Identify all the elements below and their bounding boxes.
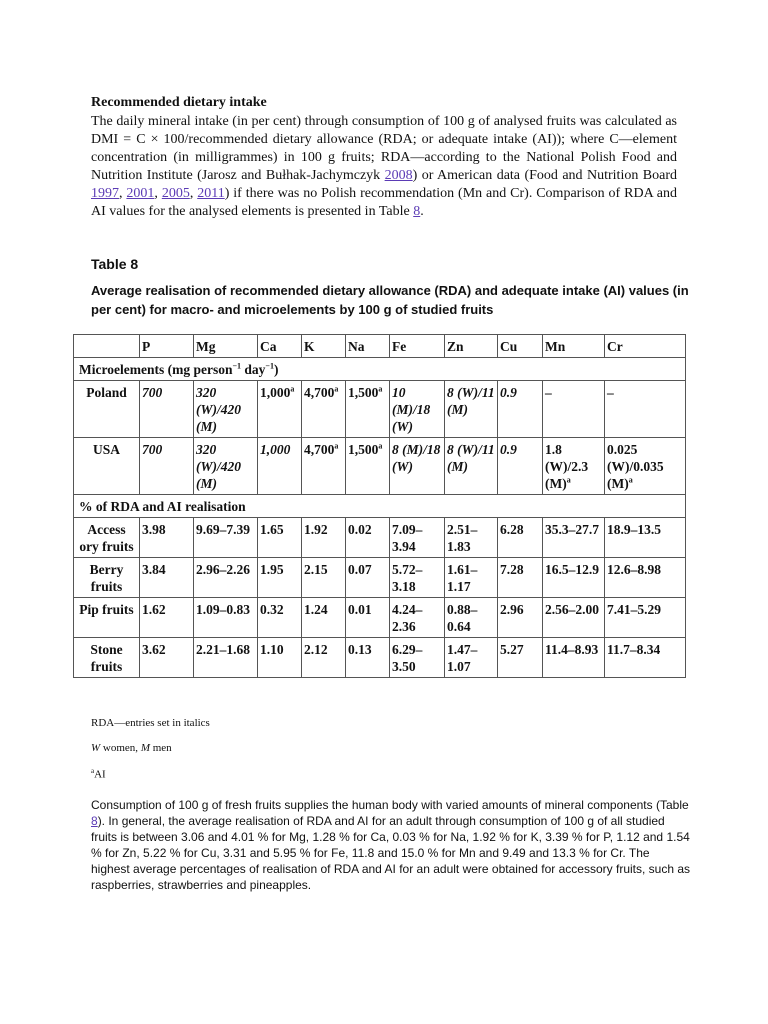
table-cell: 5.27 <box>498 638 543 678</box>
footnote-rda: RDA—entries set in italics <box>91 717 210 729</box>
intro-text: ) if there was no Polish recommendation (Mn and Cr). Comparison of RDA and AI values for the analysed elements is presented in Table <box>91 186 678 219</box>
cell-value: 1,500 <box>348 442 379 457</box>
column-header-ca: Ca <box>258 335 302 358</box>
table-row <box>74 381 686 438</box>
rda-table <box>73 334 686 678</box>
cell-value: 1,500 <box>348 385 379 400</box>
table-row <box>74 638 686 678</box>
table-8-link[interactable]: 8 <box>91 814 98 828</box>
section-heading: Recommended dietary intake <box>91 95 267 110</box>
cell-value: 1,000 <box>260 385 291 400</box>
dietary-intake-section <box>91 94 677 221</box>
table-cell: 35.3–27.7 <box>543 518 605 558</box>
table-cell <box>498 438 543 495</box>
closing-text: Consumption of 100 g of fresh fruits supplies the human body with varied amounts of mineral components (Table <box>91 798 689 812</box>
column-header-k: K <box>302 335 346 358</box>
table-cell: 2.15 <box>302 558 346 598</box>
footnote-ai-marker: a <box>91 767 95 775</box>
section-label-microelements <box>74 358 686 381</box>
table-cell: 1.65 <box>258 518 302 558</box>
table-cell: 2.56–2.00 <box>543 598 605 638</box>
table-cell: 1.47–1.07 <box>445 638 498 678</box>
ref-link-2001[interactable]: 2001 <box>126 186 155 201</box>
table-body <box>74 335 686 678</box>
table-cell: 11.7–8.34 <box>605 638 686 678</box>
table-header-row <box>74 335 686 358</box>
table-cell <box>258 381 302 438</box>
row-label: Berry fruits <box>74 558 140 598</box>
column-header-fe: Fe <box>390 335 445 358</box>
table-cell <box>543 381 605 438</box>
footnote-ai <box>91 767 106 781</box>
intro-text: , <box>119 186 127 201</box>
table-cell: 0.01 <box>346 598 390 638</box>
cell-value: 4,700 <box>304 385 335 400</box>
cell-value: 8 (W)/11 (M) <box>447 385 495 417</box>
footnote-sex <box>91 742 172 754</box>
cell-value: 320 (W)/420 (M) <box>196 385 241 434</box>
table-cell: 0.32 <box>258 598 302 638</box>
table-caption: Average realisation of recommended dietary allowance (RDA) and adequate intake (AI) values (in per cent) for macro- and microelements by 100 g of studied fruits <box>91 283 689 317</box>
intro-paragraph <box>91 113 677 221</box>
cell-value: 8 (M)/18 (W) <box>392 442 441 474</box>
cell-value: 4,700 <box>304 442 335 457</box>
section-label-text: day <box>241 362 266 377</box>
cell-value: 0.025 (W)/0.035 (M) <box>607 442 664 491</box>
table-row <box>74 598 686 638</box>
table-cell <box>302 438 346 495</box>
footnote-m: M <box>140 742 150 754</box>
table-row <box>74 438 686 495</box>
table-row <box>74 558 686 598</box>
table-cell: 1.62 <box>140 598 194 638</box>
table-cell: 16.5–12.9 <box>543 558 605 598</box>
table-cell <box>140 438 194 495</box>
table-cell <box>445 438 498 495</box>
section-row-realisation <box>74 495 686 518</box>
cell-value: – <box>545 385 552 400</box>
table-cell <box>445 381 498 438</box>
cell-value: – <box>607 385 614 400</box>
ai-marker: a <box>566 475 571 485</box>
cell-value: 1,000 <box>260 442 291 457</box>
table-cell: 11.4–8.93 <box>543 638 605 678</box>
table-cell: 0.07 <box>346 558 390 598</box>
column-header-p: P <box>140 335 194 358</box>
table-cell: 0.88–0.64 <box>445 598 498 638</box>
cell-value: 8 (W)/11 (M) <box>447 442 495 474</box>
table-cell: 6.29–3.50 <box>390 638 445 678</box>
table-cell <box>605 438 686 495</box>
row-label: Stone fruits <box>74 638 140 678</box>
column-header-zn: Zn <box>445 335 498 358</box>
ref-link-2011[interactable]: 2011 <box>197 186 225 201</box>
cell-value: 700 <box>142 385 163 400</box>
table-cell <box>390 381 445 438</box>
column-header-na: Na <box>346 335 390 358</box>
table-cell: 1.95 <box>258 558 302 598</box>
section-label-exponent: −1 <box>232 361 242 371</box>
table-cell: 9.69–7.39 <box>194 518 258 558</box>
ref-link-1997[interactable]: 1997 <box>91 186 119 201</box>
row-label: Access ory fruits <box>74 518 140 558</box>
closing-text: ). In general, the average realisation of RDA and AI for an adult through consumption of 100 g of all studied fruits is between 3.06 and 4.01 % for Mg, 1.28 % for Ca, 0.03 % for Na, 1.92 % for K, 3.39 % for P, 1.12 and 1.54 % for Zn, 5.22 % for Cu, 3.31 and 5.95 % for Fe, 11.8 and 15.0 % for Mn and 9.49 and 13.3 % for Cr. The highest average percentages of realisation of RDA and AI for an adult were obtained for accessory fruits, such as raspberries, strawberries and pineapples. <box>91 814 691 892</box>
row-label: Poland <box>74 381 140 438</box>
column-header-cu: Cu <box>498 335 543 358</box>
table-cell: 1.24 <box>302 598 346 638</box>
table-8-link[interactable]: 8 <box>413 204 421 219</box>
footnote-m-text: men <box>149 742 172 754</box>
header-corner-cell <box>74 335 140 358</box>
table-cell: 3.62 <box>140 638 194 678</box>
table-row <box>74 518 686 558</box>
column-header-cr: Cr <box>605 335 686 358</box>
section-label-exponent: −1 <box>265 361 274 371</box>
cell-value: 0.9 <box>500 442 517 457</box>
intro-text: , <box>154 186 162 201</box>
table-cell: 7.41–5.29 <box>605 598 686 638</box>
table-cell: 5.72–3.18 <box>390 558 445 598</box>
ai-marker: a <box>290 384 295 394</box>
table-cell: 18.9–13.5 <box>605 518 686 558</box>
table-cell: 1.09–0.83 <box>194 598 258 638</box>
cell-value: 10 (M)/18 (W) <box>392 385 431 434</box>
intro-text: . <box>420 204 424 219</box>
table-cell: 7.09–3.94 <box>390 518 445 558</box>
section-row-microelements <box>74 358 686 381</box>
ai-marker: a <box>334 441 339 451</box>
table-cell: 3.84 <box>140 558 194 598</box>
table-cell: 1.10 <box>258 638 302 678</box>
table-cell <box>605 381 686 438</box>
table-cell: 6.28 <box>498 518 543 558</box>
cell-value: 320 (W)/420 (M) <box>196 442 241 491</box>
table-cell: 4.24–2.36 <box>390 598 445 638</box>
section-label-realisation: % of RDA and AI realisation <box>74 495 686 518</box>
cell-value: 1.8 (W)/2.3 (M) <box>545 442 589 491</box>
table-cell: 3.98 <box>140 518 194 558</box>
section-label-text: ) <box>273 362 279 377</box>
table-cell: 1.61–1.17 <box>445 558 498 598</box>
footnote-w: W <box>91 742 101 754</box>
ref-link-2008[interactable]: 2008 <box>384 168 413 183</box>
column-header-mn: Mn <box>543 335 605 358</box>
closing-paragraph <box>91 797 691 893</box>
cell-value: 700 <box>142 442 163 457</box>
table-cell <box>258 438 302 495</box>
table-cell <box>498 381 543 438</box>
table-cell: 0.02 <box>346 518 390 558</box>
table-cell: 2.96 <box>498 598 543 638</box>
table-cell <box>390 438 445 495</box>
table-cell: 12.6–8.98 <box>605 558 686 598</box>
table-cell <box>194 438 258 495</box>
ai-marker: a <box>378 441 383 451</box>
table-cell: 2.21–1.68 <box>194 638 258 678</box>
table-cell <box>346 381 390 438</box>
table-cell: 7.28 <box>498 558 543 598</box>
table-cell <box>346 438 390 495</box>
table-cell: 2.51–1.83 <box>445 518 498 558</box>
ai-marker: a <box>378 384 383 394</box>
table-cell: 1.92 <box>302 518 346 558</box>
intro-text: The daily mineral intake (in per cent) through consumption of 100 g of analysed fruits was calculated as DMI = C × 100/recommended dietary allowance (RDA; or adequate intake (AI)); where C—element concentration (in milligrammes) in 100 g fruits; RDA—according to the National Polish Food and Nutrition Institute (Jarosz and Bułhak-Jachymczyk <box>91 114 677 183</box>
ai-marker: a <box>334 384 339 394</box>
column-header-mg: Mg <box>194 335 258 358</box>
footnote-ai-text: AI <box>94 768 106 781</box>
table-cell <box>302 381 346 438</box>
table-cell: 2.96–2.26 <box>194 558 258 598</box>
table-cell <box>194 381 258 438</box>
footnote-w-text: women, <box>100 742 141 754</box>
table-cell <box>543 438 605 495</box>
ref-link-2005[interactable]: 2005 <box>161 186 190 201</box>
row-label: Pip fruits <box>74 598 140 638</box>
row-label: USA <box>74 438 140 495</box>
cell-value: 0.9 <box>500 385 517 400</box>
table-cell <box>140 381 194 438</box>
intro-text: ) or American data (Food and Nutrition Board <box>412 168 677 183</box>
ai-marker: a <box>628 475 633 485</box>
section-label-text: Microelements (mg person <box>79 362 233 377</box>
intro-text: , <box>189 186 198 201</box>
table-cell: 2.12 <box>302 638 346 678</box>
table-label: Table 8 <box>91 256 139 272</box>
table-cell: 0.13 <box>346 638 390 678</box>
